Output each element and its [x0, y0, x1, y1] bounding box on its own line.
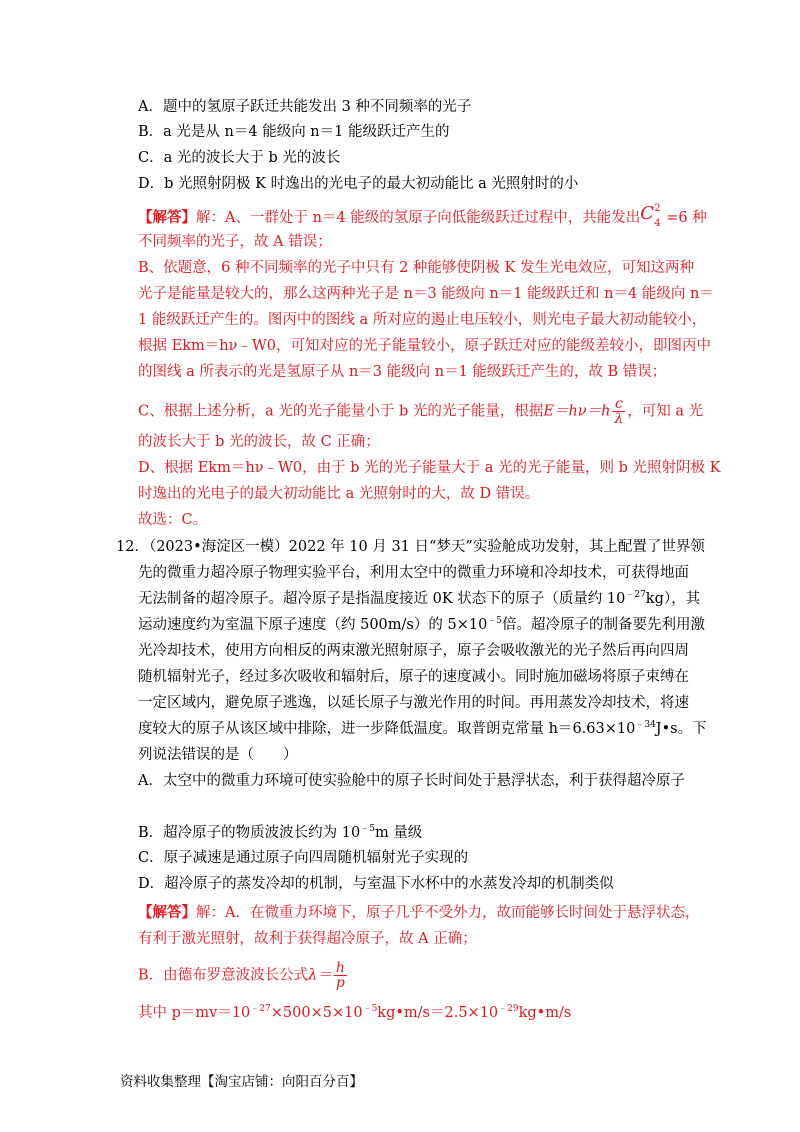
q11-answer-choice: 故选：C。 [138, 512, 208, 528]
q12-stem-line-3: 无法制备的超冷原子。超冷原子是指温度接近 0K 状态下的原子（质量约 $10^{﹣27}kg$），其 [138, 590, 701, 607]
q11-solution-line-7: 的图线 a 所表示的光是氢原子从 n＝3 能级向 n＝1 能级跃迁产生的，故 B 错误； [138, 364, 667, 380]
q11-solution-line-11: 时逸出的光电子的最大初动能比 a 光照射时的大，故 D 错误。 [138, 486, 540, 502]
q12-solution-line-2: 有利于激光照射，故利于获得超冷原子，故 A 正确； [138, 931, 477, 947]
q11-solution-line-8: C、根据上述分析，a 光的光子能量小于 b 光的光子能量，根据E＝hν＝h $\frac{c}{\lambda}$ ，可知 a 光 [138, 396, 704, 427]
combination-formula: C 2 4 [640, 203, 661, 229]
q11-option-c: C．a 光的波长大于 b 光的波长 [138, 150, 341, 166]
q11-solution-line-2: 不同频率的光子，故 A 错误； [138, 234, 332, 250]
de-broglie-formula: λ＝ [308, 967, 332, 984]
fraction-c-over-lambda: $\frac{c}{\lambda}$ [614, 396, 624, 427]
q11-solution-line-3: B、依题意，6 种不同频率的光子中只有 2 种能够使阴极 K 发生光电效应，可知这两种 [138, 260, 694, 276]
q11-answer-tag: 【解答】 [138, 209, 196, 226]
q12-option-c: C．原子减速是通过原子向四周随机辐射光子实现的 [138, 850, 469, 866]
q12-stem-line-7: 一定区域内，避免原子逃逸，以延长原子与激光作用的时间。再用蒸发冷却技术，将速 [138, 695, 689, 711]
q11-option-a: A．题中的氢原子跃迁共能发出 3 种不同频率的光子 [138, 99, 472, 115]
q12-stem-line-8: 度较大的原子从该区域中排除，进一步降低温度。取普朗克常量 $h=6.63\times 10^{﹣34}J•s$。下 [138, 720, 707, 737]
q11-solution-line-4: 光子是能量是较大的，那么这两种光子是 n＝3 能级向 n＝1 能级跃迁和 n＝4 能级向 n＝ [138, 286, 714, 302]
fraction-h-over-p: $\frac{h}{p}$ [335, 960, 345, 991]
q12-solution-line-3: B．由德布罗意波波长公式λ＝ $\frac{h}{p}$ [138, 960, 345, 991]
q12-stem-line-2: 先的微重力超冷原子物理实验平台，利用太空中的微重力环境和冷却技术，可获得地面 [138, 565, 689, 581]
q12-option-a: A．太空中的微重力环境可使实验舱中的原子长时间处于悬浮状态，利于获得超冷原子 [138, 773, 685, 789]
q12-stem-line-4: 运动速度约为室温下原子速度（约 500m/s）的 $5\times 10^{﹣5}$倍。超冷原子的制备要先利用激 [138, 616, 706, 633]
q11-solution-line-9: 的波长大于 b 光的波长，故 C 正确； [138, 434, 380, 450]
page-footer: 资料收集整理【淘宝店铺：向阳百分百】 [120, 1074, 363, 1090]
q12-solution-line-4: 其中 $p=mv=10^{﹣27}\times 500\times 5\times 10^{﹣5}kg•m/s=2.5\times 10^{﹣29}kg•m/s$ [138, 1004, 572, 1021]
q12-stem-line-5: 光冷却技术，使用方向相反的两束激光照射原子，原子会吸收激光的光子然后再向四周 [138, 643, 689, 659]
q11-solution-line-1: 【解答】解：A、一群处于 n＝4 能级的氢原子向低能级跃迁过程中，共能发出 C 2 4 =6 种 [138, 203, 707, 229]
q12-solution-line-1: 【解答】解：A．在微重力环境下，原子几乎不受外力，故而能够长时间处于悬浮状态， [138, 904, 700, 921]
q11-solution-line-6: 根据 Ekm＝hν﹣W0，可知对应的光子能量较小，原子跃迁对应的能级差较小，即图丙中 [138, 338, 712, 354]
q11-solution-text: 解：A、一群处于 n＝4 能级的氢原子向低能级跃迁过程中，共能发出 [196, 210, 641, 226]
q11-option-d: D．b 光照射阴极 K 时逸出的光电子的最大初动能比 a 光照射时的小 [138, 176, 579, 192]
q12-stem-line-6: 随机辐射光子，经过多次吸收和辐射后，原子的速度减小。同时施加磁场将原子束缚在 [138, 669, 689, 685]
q12-stem-line-9: 列说法错误的是（ ） [138, 747, 298, 763]
q11-solution-line-10: D、根据 Ekm＝hν﹣W0，由于 b 光的光子能量大于 a 光的光子能量，则 b 光照射阴极 K [138, 460, 721, 476]
q12-answer-tag: 【解答】 [138, 904, 196, 921]
q12-option-d: D．超冷原子的蒸发冷却的机制，与室温下水杯中的水蒸发冷却的机制类似 [138, 876, 614, 892]
q12-stem-line-1: 12．（2023•海淀区一模）2022 年 10 月 31 日“梦天”实验舱成功发射，其上配置了世界领 [116, 539, 705, 555]
q11-option-b: B．a 光是从 n＝4 能级向 n＝1 能级跃迁产生的 [138, 124, 450, 140]
q11-solution-line-5: 1 能级跃迁产生的。图丙中的图线 a 所对应的遏止电压较小，则光电子最大初动能较小， [138, 312, 707, 328]
energy-formula: E＝hν＝h [543, 403, 611, 420]
q12-option-b: B．超冷原子的物质波波长约为 $10^{﹣5}m$ 量级 [138, 824, 423, 841]
